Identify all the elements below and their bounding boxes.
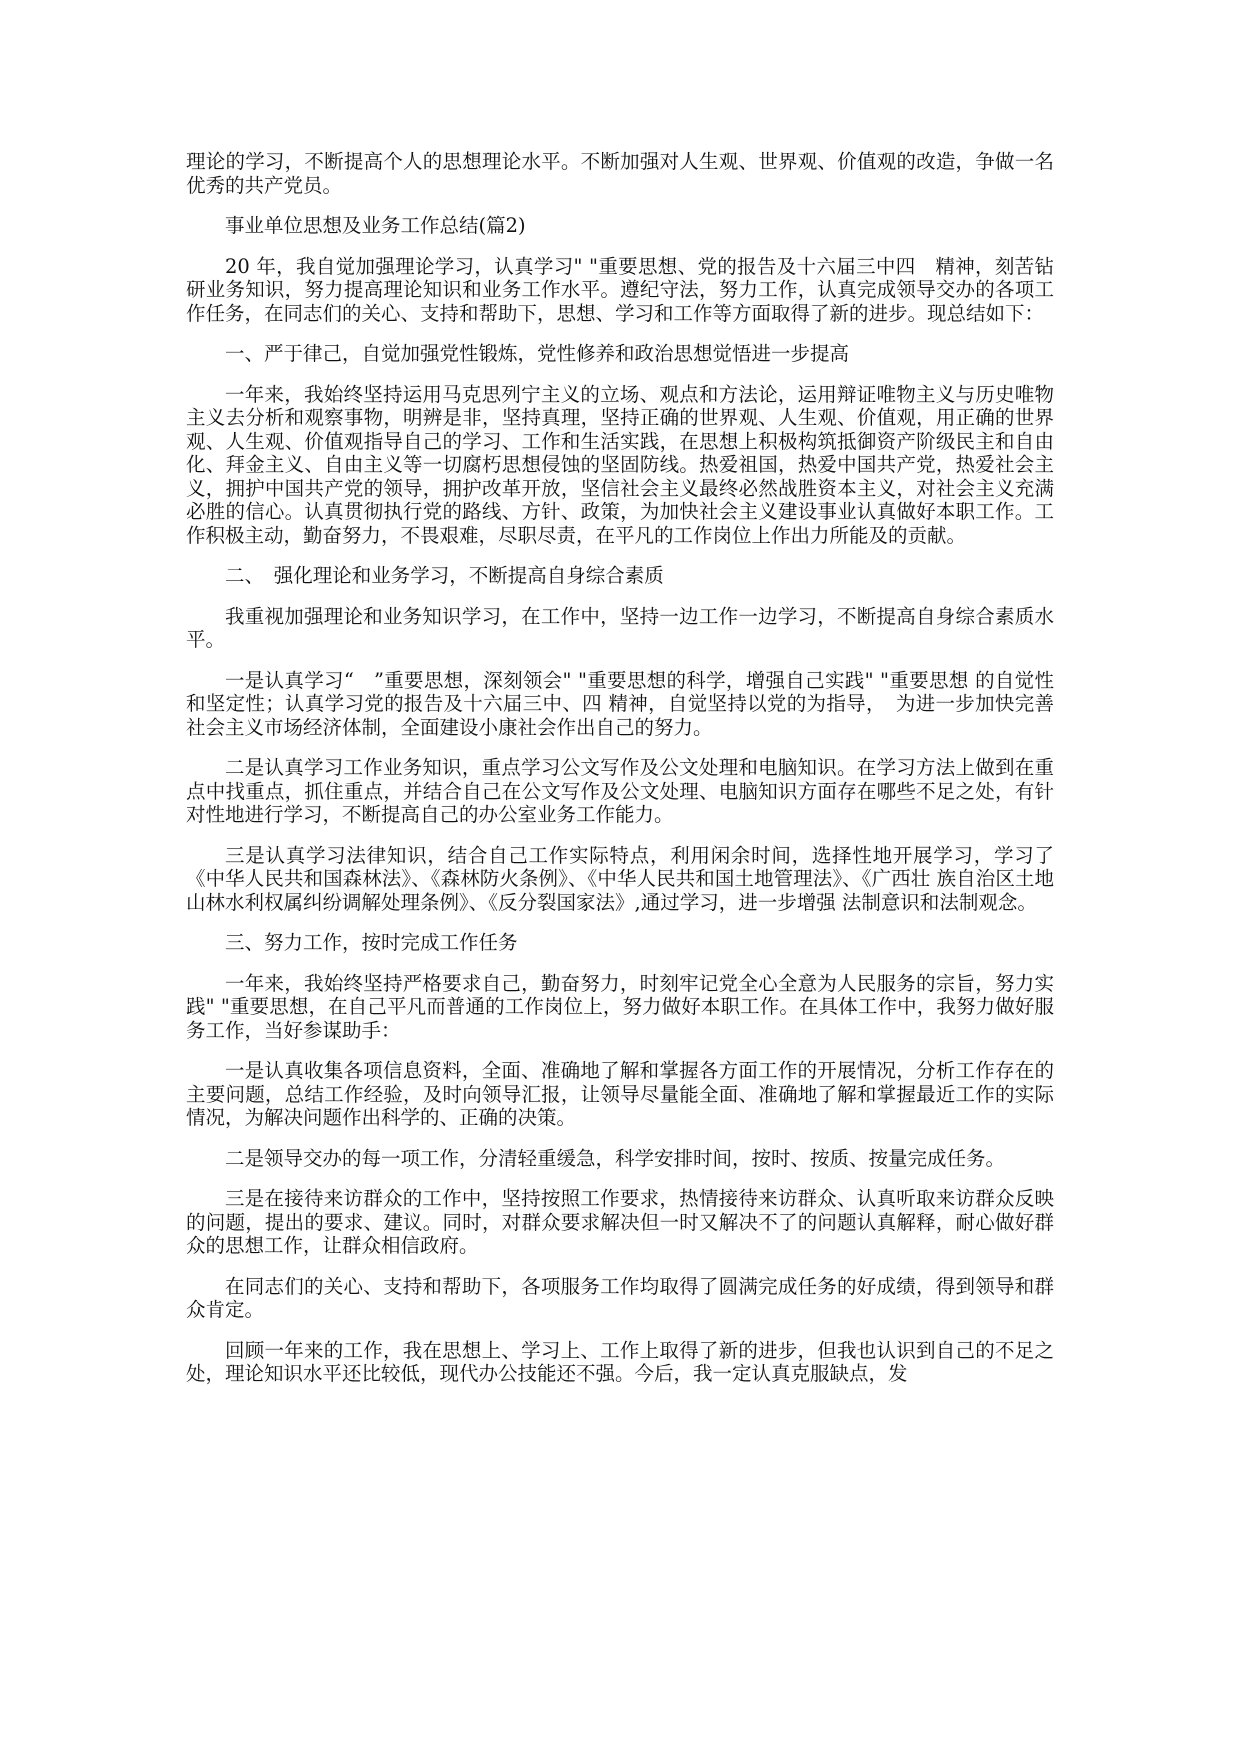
paragraph-study-1: 一是认真学习“ ”重要思想，深刻领会" "重要思想的科学，增强自己实践" "重要思想 的自觉性和坚定性；认真学习党的报告及十六届三中、四 精神，自觉坚持以党的为指导， 为进一步加快完善社会主义市场经济体制，全面建设小康社会作出自己的努力。 — [186, 668, 1054, 739]
document-page — [186, 150, 1054, 1403]
paragraph-continuation: 理论的学习，不断提高个人的思想理论水平。不断加强对人生观、世界观、价值观的改造，争做一名优秀的共产党员。 — [186, 150, 1054, 197]
paragraph-section-1: 一年来，我始终坚持运用马克思列宁主义的立场、观点和方法论，运用辩证唯物主义与历史唯物主义去分析和观察事物，明辨是非，坚持真理，坚持正确的世界观、人生观、价值观，用正确的世界观、人生观、价值观指导自己的学习、工作和生活实践，在思想上积极构筑抵御资产阶级民主和自由化、拜金主义、自由主义等一切腐朽思想侵蚀的坚固防线。热爱祖国，热爱中国共产党，热爱社会主义，拥护中国共产党的领导，拥护改革开放，坚信社会主义最终必然战胜资本主义，对社会主义充满必胜的信心。认真贯彻执行党的路线、方针、政策，为加快社会主义建设事业认真做好本职工作。工作积极主动，勤奋努力，不畏艰难，尽职尽责，在平凡的工作岗位上作出力所能及的贡献。 — [186, 382, 1054, 547]
paragraph-work-2: 二是领导交办的每一项工作，分清轻重缓急，科学安排时间，按时、按质、按量完成任务。 — [225, 1146, 1006, 1170]
heading-section-2: 二、 强化理论和业务学习，不断提高自身综合素质 — [225, 564, 664, 587]
section-title-part2: 事业单位思想及业务工作总结(篇2) — [225, 214, 526, 237]
paragraph-review: 回顾一年来的工作，我在思想上、学习上、工作上取得了新的进步，但我也认识到自己的不足之处，理论知识水平还比较低，现代办公技能还不强。今后，我一定认真克服缺点，发 — [186, 1338, 1054, 1385]
paragraph-work-1: 一是认真收集各项信息资料，全面、准确地了解和掌握各方面工作的开展情况，分析工作存在的主要问题，总结工作经验，及时向领导汇报，让领导尽量能全面、准确地了解和掌握最近工作的实际情况，为解决问题作出科学的、正确的决策。 — [186, 1059, 1054, 1129]
paragraph-result: 在同志们的关心、支持和帮助下，各项服务工作均取得了圆满完成任务的好成绩，得到领导和群众肯定。 — [186, 1274, 1054, 1321]
paragraph-study-2: 二是认真学习工作业务知识，重点学习公文写作及公文处理和电脑知识。在学习方法上做到在重点中找重点，抓住重点，并结合自己在公文写作及公文处理、电脑知识方面存在哪些不足之处，有针对性地进行学习，不断提高自己的办公室业务工作能力。 — [186, 756, 1054, 826]
paragraph-study-3: 三是认真学习法律知识，结合自己工作实际特点，利用闲余时间，选择性地开展学习，学习了《中华人民共和国森林法》、《森林防火条例》、《中华人民共和国土地管理法》、《广西壮 族自治区土地山林水利权属纠纷调解处理条例》、《反分裂国家法》,通过学习，进一步增强 法制意识和法制观念。 — [186, 843, 1054, 914]
heading-section-3: 三、努力工作，按时完成工作任务 — [225, 931, 518, 954]
paragraph-study: 我重视加强理论和业务知识学习，在工作中，坚持一边工作一边学习，不断提高自身综合素质水平。 — [186, 604, 1054, 651]
heading-section-1: 一、严于律己，自觉加强党性锻炼，党性修养和政治思想觉悟进一步提高 — [225, 342, 850, 365]
paragraph-work-3: 三是在接待来访群众的工作中，坚持按照工作要求，热情接待来访群众、认真听取来访群众反映的问题，提出的要求、建议。同时，对群众要求解决但一时又解决不了的问题认真解释，耐心做好群众的思想工作，让群众相信政府。 — [186, 1187, 1054, 1257]
paragraph-intro: 20 年，我自觉加强理论学习，认真学习" "重要思想、党的报告及十六届三中四 精神，刻苦钻研业务知识，努力提高理论知识和业务工作水平。遵纪守法，努力工作，认真完成领导交办的各项工作任务，在同志们的关心、支持和帮助下，思想、学习和工作等方面取得了新的进步。现总结如下： — [186, 254, 1054, 325]
paragraph-work: 一年来，我始终坚持严格要求自己，勤奋努力，时刻牢记党全心全意为人民服务的宗旨，努力实践" "重要思想，在自己平凡而普通的工作岗位上，努力做好本职工作。在具体工作中，我努力做好服务工作，当好参谋助手： — [186, 971, 1054, 1042]
